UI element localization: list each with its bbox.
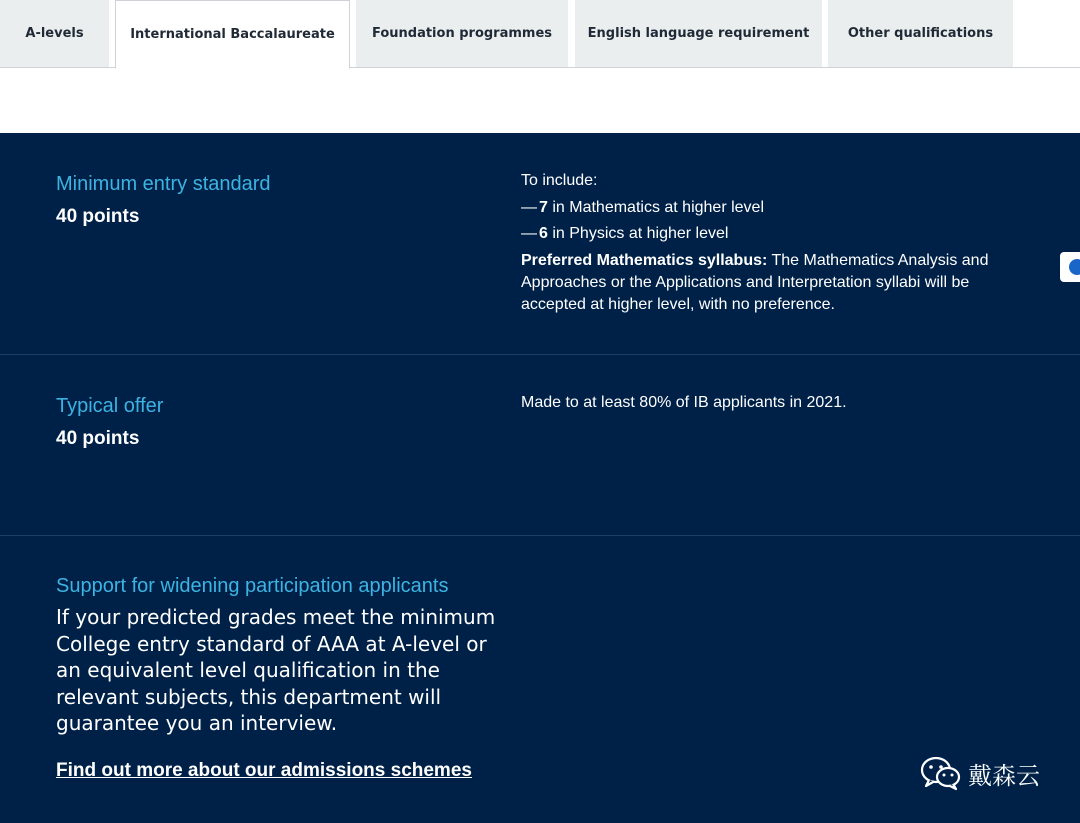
watermark-text: 戴森云 [968,761,1040,790]
include-label: To include: [521,172,598,189]
tab-english-language-requirement[interactable]: English language requirement [575,0,822,67]
tab-a-levels[interactable]: A-levels [0,0,109,67]
requirement-item [521,223,728,245]
tab-foundation-programmes[interactable]: Foundation programmes [356,0,568,67]
support-heading: Support for widening participation applicants [56,575,449,597]
preferred-syllabus-label: Preferred Mathematics syllabus: [521,252,768,269]
info-icon [1069,259,1080,275]
dash-glyph: — [521,225,537,242]
admissions-schemes-link[interactable]: Find out more about our admissions schemes [56,760,472,781]
preferred-syllabus-text: The Mathematics Analysis and Approaches or the Applications and Interpretation syllabi will be accepted at higher level, with no preference. [521,252,989,313]
requirements-panel [0,133,1080,823]
typical-offer-heading: Typical offer [56,395,164,417]
requirement-grade: 6 [539,225,548,242]
preferred-syllabus-note [521,250,1011,316]
dash-glyph: — [521,199,537,216]
support-body: If your predicted grades meet the minimum College entry standard of AAA at A-level or an equivalent level qualification in the relevant subjects, this department will guarantee you an interview. [56,605,496,735]
qualification-tabs [0,0,1080,68]
watermark [920,755,1040,791]
wechat-icon [920,755,962,791]
tab-international-baccalaureate[interactable]: International Baccalaureate [115,0,350,69]
typical-offer-value: 40 points [56,428,140,449]
typical-offer-note: Made to at least 80% of IB applicants in 2021. [521,394,847,411]
feedback-widget[interactable] [1060,252,1080,282]
tab-other-qualifications[interactable]: Other qualifications [828,0,1013,67]
minimum-entry-value: 40 points [56,206,140,227]
minimum-entry-heading: Minimum entry standard [56,173,271,195]
requirement-item [521,197,764,219]
requirement-grade: 7 [539,199,548,216]
section-divider [0,535,1080,536]
section-divider [0,354,1080,355]
requirement-subject: in Physics at higher level [547,225,729,242]
requirement-subject: in Mathematics at higher level [547,199,765,216]
